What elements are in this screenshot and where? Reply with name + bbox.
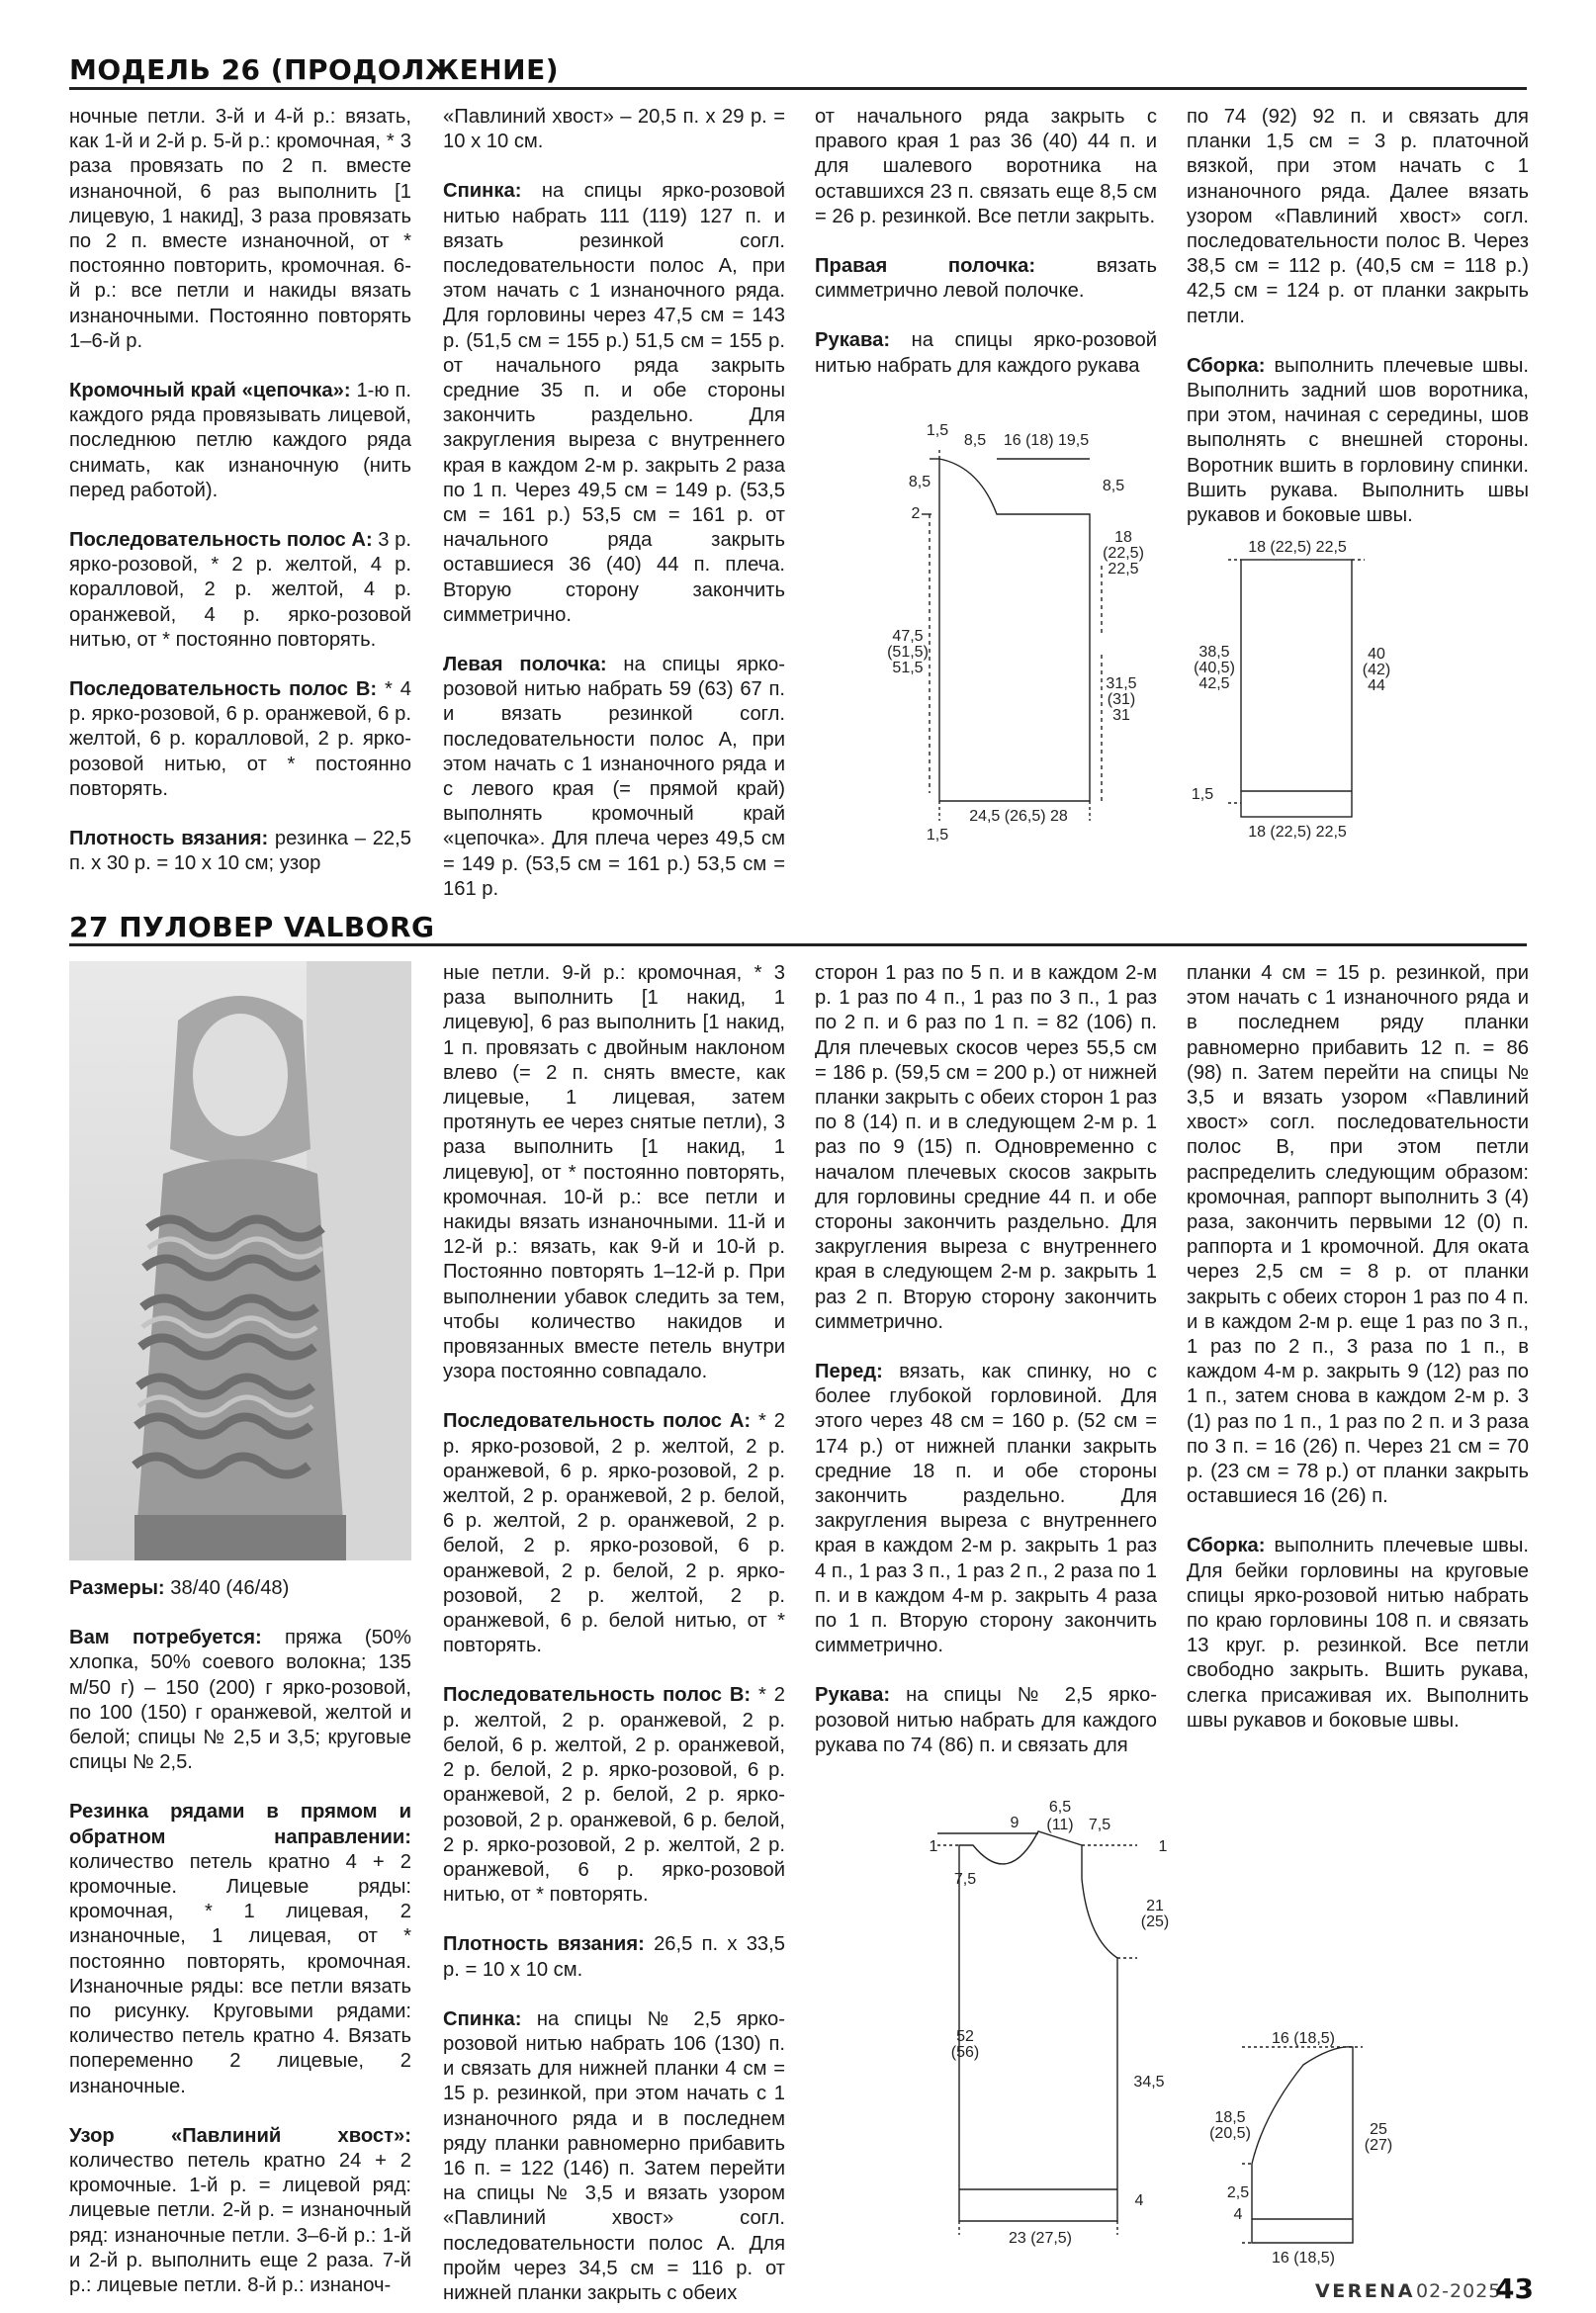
dim-label: (56) <box>950 2044 980 2061</box>
dim-label: 8,5 <box>1102 478 1125 494</box>
section-rule <box>69 943 1527 946</box>
dim-label: (51,5) <box>887 644 929 661</box>
magazine-brand: VERENA <box>1315 2280 1415 2302</box>
m26-col3-paragraph-3: Рукава: на спицы ярко-розовой нитью набрать для каждого рукава <box>815 329 1157 377</box>
m26-column-4 <box>1187 105 1529 528</box>
schematic-outline <box>939 459 1090 801</box>
dim-label: 4 <box>1233 2206 1243 2223</box>
m27-column-3 <box>815 961 1157 1758</box>
dim-label: 1 <box>929 1838 938 1855</box>
dim-label: 2 <box>911 505 921 522</box>
dim-label: 8,5 <box>963 432 987 449</box>
m26-col1-paragraph-2: Кромочный край «цепочка»: 1-ю п. каждого ряда провязывать лицевой, последнюю петлю каждого ряда снимать, как изнаночную (нить перед работой). <box>69 380 411 501</box>
dim-label: 1,5 <box>926 422 949 439</box>
page-number: 43 <box>1495 2272 1534 2305</box>
dim-label: 22,5 <box>1108 561 1139 578</box>
dim-label: (22,5) <box>1103 545 1144 562</box>
m27-body-schematic <box>930 1790 1187 2255</box>
dim-label: 6,5 <box>1048 1799 1072 1816</box>
m27-col1-paragraph-1: Размеры: 38/40 (46/48) <box>69 1577 290 1599</box>
issue-number: 02-2025 <box>1416 2280 1502 2302</box>
m26-col2-paragraph-1: «Павлиний хвост» – 20,5 п. х 29 р. = 10 х 10 см. <box>443 106 785 153</box>
dim-label: 34,5 <box>1133 2074 1165 2091</box>
m27-column-1 <box>69 1576 411 2298</box>
dim-label: 38,5 <box>1198 644 1230 661</box>
dim-label: 31 <box>1112 707 1130 724</box>
dim-label: 1 <box>1158 1838 1168 1855</box>
dim-label: 52 <box>956 2028 974 2045</box>
dim-label: 18,5 <box>1214 2109 1246 2126</box>
dim-label: 40 <box>1368 646 1385 663</box>
m26-column-3 <box>815 105 1157 379</box>
dim-label: (31) <box>1107 691 1136 708</box>
schematic-outline <box>959 1831 1117 2221</box>
dim-label: (25) <box>1140 1913 1170 1930</box>
dim-label: 47,5 <box>892 628 924 645</box>
m26-col1-paragraph-4: Последовательность полос В: * 4 р. ярко-розовой, 6 р. оранжевой, 6 р. желтой, 6 р. коралловой, 2 р. ярко-розовой нитью, от * постоянно повторять. <box>69 678 411 800</box>
m27-col1-paragraph-2: Вам потребуется: пряжа (50% хлопка, 50% соевого волокна; 135 м/50 г) – 150 (200) г ярко-розовой, по 100 (150) г оранжевой, желтой и белой; спицы № 2,5 и 3,5; круговые спицы № 2,5. <box>69 1627 411 1774</box>
dim-label: 2,5 <box>1226 2184 1250 2201</box>
schematic-outline <box>1252 2047 1353 2243</box>
m27-sleeve-schematic <box>1204 2025 1402 2272</box>
m26-col2-paragraph-2: Спинка: на спицы ярко-розовой нитью набрать 111 (119) 127 п. и вязать резинкой согл. последовательности полос А, при этом начать с 1 изнаночного ряда. Для горловины через 47,5 см = 143 р. (51,5 см = 155 р.) 51,5 см = 155 р. от начального ряда закрыть средние 35 п. и обе стороны закончить раздельно. Для закругления выреза с внутреннего края в каждом 2-м р. закрыть 2 раза по 1 п. Через 49,5 см = 149 р. (53,5 см = 161 р.) 53,5 см = 161 р. от начального ряда закрыть оставшиеся 36 (40) 44 п. плеча. Вторую сторону закончить симметрично. <box>443 180 785 626</box>
dim-label: 4 <box>1134 2192 1144 2209</box>
dim-label: 44 <box>1368 677 1385 694</box>
m27-column-2 <box>443 961 785 2306</box>
dim-label: 8,5 <box>908 474 931 490</box>
dim-label: 1,5 <box>926 827 949 844</box>
dim-label: 18 (22,5) 22,5 <box>1248 539 1347 556</box>
dim-label: 21 <box>1146 1898 1164 1914</box>
dim-label: 7,5 <box>1088 1817 1111 1833</box>
section-title-model-26: МОДЕЛЬ 26 (ПРОДОЛЖЕНИЕ) <box>69 53 560 86</box>
m26-col1-paragraph-1: ночные петли. 3-й и 4-й р.: вязать, как 1-й и 2-й р. 5-й р.: кромочная, * 3 раза провязать по 2 п. вместе изнаночной, 6 раз выполнить [1 лицевую, 1 накид], 3 раза провязать по 2 п. вместе изнаночной, от * постоянно повторить, кромочная. 6-й р.: все петли и накиды вязать изнаночными. Постоянно повторять 1–6-й р. <box>69 106 411 352</box>
m27-col4-paragraph-2: Сборка: выполнить плечевые швы. Для бейки горловины на круговые спицы ярко-розовой нитью набрать по краю горловины 108 п. и связать 13 круг. р. резинкой. Все петли свободно закрыть. Вшить рукава, слегка присаживая их. Выполнить швы рукавов и боковые швы. <box>1187 1535 1529 1732</box>
dim-label: 18 (22,5) 22,5 <box>1248 824 1347 841</box>
dim-label: 9 <box>1010 1815 1020 1831</box>
m27-column-4 <box>1187 961 1529 1734</box>
model-photo <box>69 961 411 1560</box>
dim-label: (40,5) <box>1194 660 1235 676</box>
m26-col4-paragraph-2: Сборка: выполнить плечевые швы. Выполнить задний шов воротника, при этом, начиная с середины, шов выполнять с внешней стороны. Воротник вшить в горловину спинки. Вшить рукава. Выполнить швы рукавов и боковые швы. <box>1187 354 1529 527</box>
m27-col2-paragraph-3: Последовательность полос В: * 2 р. желтой, 2 р. оранжевой, 2 р. белой, 6 р. желтой, 2 р. оранжевой, 2 р. белой, 2 р. ярко-розовой, 6 р. оранжевой, 2 р. белой, 2 р. ярко-розовой, 2 р. оранжевой, 6 р. белой, 2 р. ярко-розовой, 2 р. желтой, 2 р. оранжевой, 6 р. ярко-розовой нитью, от * повторять. <box>443 1684 785 1907</box>
m27-col3-paragraph-3: Рукава: на спицы № 2,5 ярко-розовой нитью набрать для каждого рукава по 74 (86) п. и связать для <box>815 1684 1157 1756</box>
m26-column-2 <box>443 105 785 902</box>
dim-label: 7,5 <box>953 1871 977 1888</box>
dim-label: 31,5 <box>1106 675 1137 692</box>
dim-label: 16 (18,5) <box>1271 2250 1336 2267</box>
m26-col4-paragraph-1: по 74 (92) 92 п. и связать для планки 1,5 см = 3 р. платочной вязкой, при этом начать с 1 изнаночного ряда. Далее вязать узором «Павлиний хвост» согл. последовательности полос В. Через 38,5 см = 112 р. (40,5 см = 118 р.) 42,5 см = 124 р. от планки закрыть петли. <box>1187 106 1529 327</box>
m26-column-1 <box>69 105 411 876</box>
section-title-model-27: 27 ПУЛОВЕР VALBORG <box>69 911 435 943</box>
dim-label: 51,5 <box>892 660 924 676</box>
m27-col4-paragraph-1: планки 4 см = 15 р. резинкой, при этом начать с 1 изнаночного ряда и в последнем ряду планки равномерно прибавить 12 п. = 86 (98) п. Затем перейти на спицы № 3,5 и вязать узором «Павлиний хвост» согл. последовательности полос В, при этом петли распределить следующим образом: кромочная, раппорт выполнить 3 (4) раза, закончить первыми 12 (0) п. раппорта и 1 кромочной. Для оката через 2,5 см = 8 р. от планки закрыть с обеих сторон 1 раз по 4 п. и в каждом 2-м р. еще 1 раз по 3 п., 1 раз по 2 п., 3 раза по 1 п., в каждом 4-м р. закрыть 9 (12) раз по 1 п., затем снова в каждом 2-м р. 3 (1) раз по 1 п., 1 раз по 2 п. и 3 раза по 3 п. = 16 (26) п. Через 21 см = 70 р. (23 см = 78 р.) от планки закрыть оставшиеся 16 (26) п. <box>1187 962 1529 1508</box>
dim-label: 25 <box>1370 2121 1387 2138</box>
dim-label: 23 (27,5) <box>1008 2230 1073 2247</box>
m26-col3-paragraph-2: Правая полочка: вязать симметрично левой полочке. <box>815 255 1158 303</box>
m26-sleeve-schematic <box>1187 524 1414 841</box>
dim-label: 16 (18) 19,5 <box>1003 432 1090 449</box>
m27-col1-paragraph-4: Узор «Павлиний хвост»: количество петель кратно 24 + 2 кромочные. 1-й р. = лицевой ряд: лицевые петли. 2-й р. = изнаночный ряд: изнаночные петли. 3–6-й р.: 1-й и 2-й р. выполнить еще 2 раза. 7-й р.: лицевые петли. 8-й р.: изнаноч- <box>69 2124 411 2297</box>
dim-label: 16 (18,5) <box>1271 2030 1336 2047</box>
m26-col2-paragraph-3: Левая полочка: на спицы ярко-розовой нитью набрать 59 (63) 67 п. и вязать резинкой согл. последовательности полос А, при этом начать с 1 изнаночного ряда и с левого края (= прямой край) выполнять кромочный край «цепочка». Для плеча через 49,5 см = 149 р. (53,5 см = 161 р.) 53,5 см = 161 р. <box>443 654 785 900</box>
dim-label: (27) <box>1364 2137 1393 2154</box>
m27-col3-paragraph-1: сторон 1 раз по 5 п. и в каждом 2-м р. 1 раз по 4 п., 1 раз по 3 п., 1 раз по 2 п. и 6 раз по 1 п. = 82 (106) п. Для плечевых скосов через 55,5 см = 186 р. (59,5 см = 200 р.) от нижней планки закрыть с обеих сторон 1 раз по 8 (14) п. и в следующем 2-м р. 1 раз по 9 (15) п. Одновременно с началом плечевых скосов закрыть для горловины средние 44 п. и обе стороны закончить раздельно. Для закругления выреза с внутреннего края в следующем 2-м р. закрыть 1 раз 2 п. Вторую сторону закончить симметрично. <box>815 962 1157 1333</box>
m27-col2-paragraph-4: Плотность вязания: 26,5 п. х 33,5 р. = 10 х 10 см. <box>443 1933 785 1981</box>
m26-col1-paragraph-5: Плотность вязания: резинка – 22,5 п. х 30 р. = 10 х 10 см; узор <box>69 828 411 875</box>
dim-label: 1,5 <box>1191 786 1214 803</box>
m27-col3-paragraph-2: Перед: вязать, как спинку, но с более глубокой горловиной. Для этого через 48 см = 160 р. (52 см = 174 р.) от нижней планки закрыть средние 18 п. и обе стороны закончить раздельно. Для закругления выреза с внутреннего края в каждом 2-м р. закрыть 1 раз 4 п., 1 раз 3 п., 1 раз 2 п., 2 раза по 1 п. и в каждом 4-м р. закрыть 4 раза по 1 п. Вторую сторону закончить симметрично. <box>815 1361 1157 1657</box>
dim-label: 18 <box>1114 529 1132 546</box>
m26-col1-paragraph-3: Последовательность полос А: 3 р. ярко-розовой, * 2 р. желтой, 4 р. коралловой, 2 р. желтой, 4 р. оранжевой, 4 р. ярко-розовой нитью, от * постоянно повторять. <box>69 529 411 651</box>
m27-col2-paragraph-2: Последовательность полос А: * 2 р. ярко-розовой, 2 р. желтой, 2 р. оранжевой, 6 р. ярко-розовой, 2 р. желтой, 2 р. оранжевой, 2 р. белой, 6 р. желтой, 2 р. оранжевой, 2 р. белой, 2 р. ярко-розовой, 6 р. оранжевой, 2 р. белой, 2 р. ярко-розовой, 2 р. желтой, 2 р. оранжевой, 6 р. белой нитью, от * повторять. <box>443 1410 785 1657</box>
dim-label: 42,5 <box>1198 675 1230 692</box>
m26-front-schematic <box>880 407 1177 852</box>
m26-col3-paragraph-1: от начального ряда закрыть с правого края 1 раз 36 (40) 44 п. и для шалевого воротника на оставшихся 23 п. связать еще 8,5 см = 26 р. резинкой. Все петли закрыть. <box>815 106 1157 227</box>
dim-label: (11) <box>1046 1817 1074 1833</box>
dim-label: (42) <box>1362 662 1391 678</box>
m27-col1-paragraph-3: Резинка рядами в прямом и обратном направлении: количество петель кратно 4 + 2 кромочные. Лицевые ряды: кромочная, * 1 лицевая, 2 изнаночные, 1 лицевая, от * постоянно повторять, кромочная. Изнаночные ряды: все петли вязать по рисунку. Круговыми рядами: количество петель кратно 4. Вязать попеременно 2 лицевые, 2 изнаночные. <box>69 1801 411 2097</box>
section-rule <box>69 87 1527 90</box>
m27-col2-paragraph-1: ные петли. 9-й р.: кромочная, * 3 раза выполнить [1 накид, 1 лицевую], 6 раз выполнить [1 накид, 1 п. провязать с двойным наклоном влево (= 2 п. снять вместе, как лицевые, 1 лицевая, затем протянуть ее через снятые петли), 3 раза выполнить [1 накид, 1 лицевую], от * постоянно повторять, кромочная. 10-й р.: все петли и накиды вязать изнаночными. 11-й и 12-й р.: вязать, как 9-й и 10-й р. Постоянно повторять 1–12-й р. При выполнении убавок следить за тем, чтобы количество накидов и провязанных вместе петель внутри узора постоянно совпадало. <box>443 962 785 1383</box>
schematic-outline <box>1241 560 1352 817</box>
dim-label: (20,5) <box>1209 2125 1251 2142</box>
dim-label: 24,5 (26,5) 28 <box>969 808 1068 825</box>
m27-col2-paragraph-5: Спинка: на спицы № 2,5 ярко-розовой нитью набрать 106 (130) п. и связать для нижней планки 4 см = 15 р. резинкой, при этом начать с 1 изнаночного ряда и в последнем ряду планки равномерно прибавить 16 п. = 122 (146) п. Затем перейти на спицы № 3,5 и вязать узором «Павлиний хвост» согл. последовательности полос А. Для пройм через 34,5 см = 116 р. от нижней планки закрыть с обеих <box>443 2007 785 2304</box>
